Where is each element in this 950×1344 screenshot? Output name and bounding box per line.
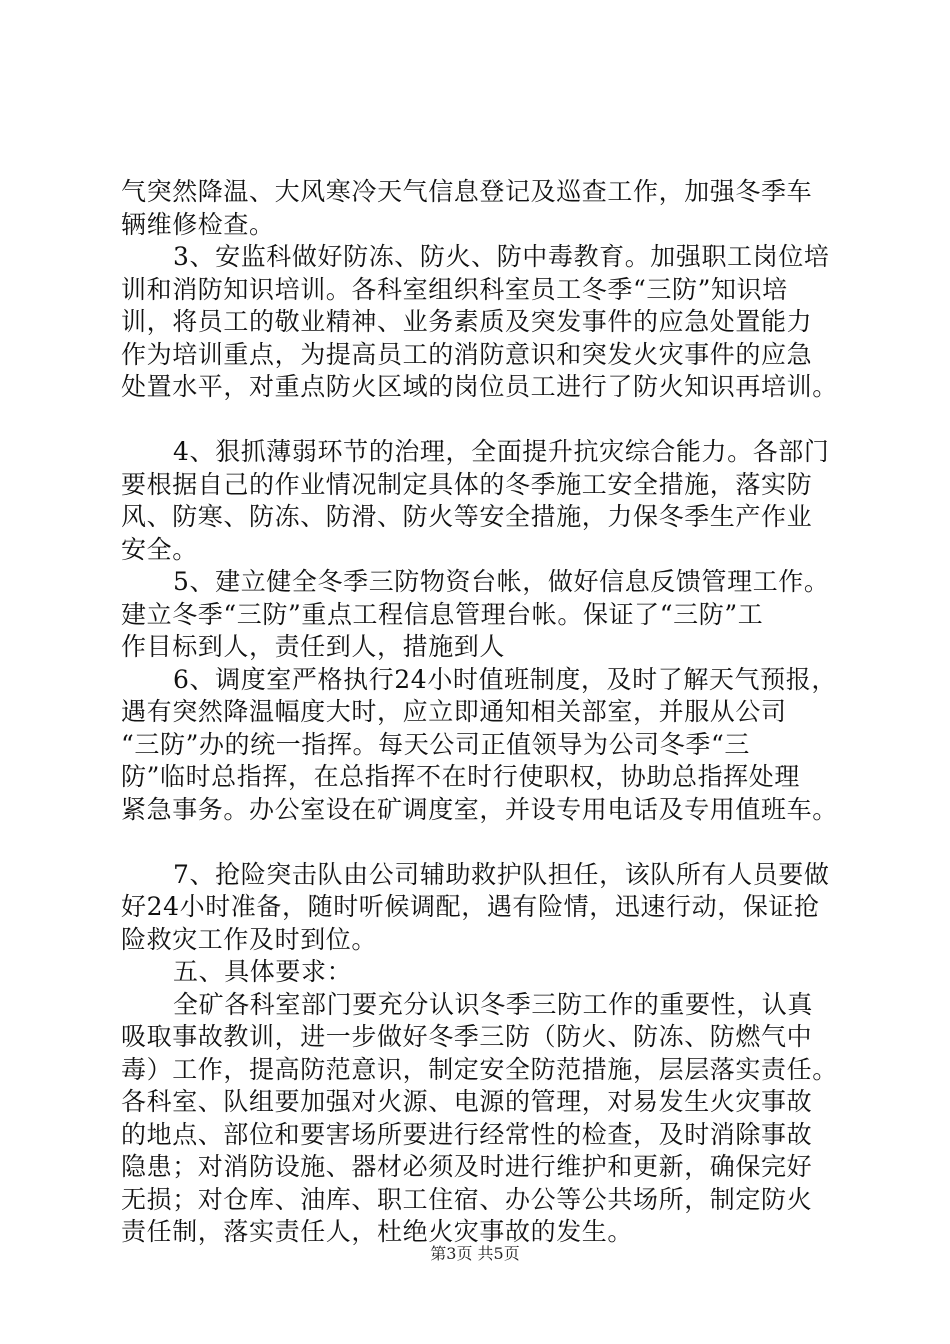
text-line: 要根据自己的作业情况制定具体的冬季施工安全措施，落实防 [121, 469, 813, 499]
text-line: 隐患；对消防设施、器材必须及时进行维护和更新，确保完好 [121, 1152, 813, 1181]
text-line: 建立冬季“三防”重点工程信息管理台帐。保证了“三防”工 [121, 599, 764, 629]
text-line: 险救灾工作及时到位。 [121, 924, 378, 954]
text-line: 无损；对仓库、油库、职工住宿、办公等公共场所，制定防火 [121, 1184, 813, 1214]
paragraph-3-start: 3、安监科做好防冻、防火、防中毒教育。加强职工岗位培 [173, 242, 830, 271]
text-line: 训和消防知识培训。各科室组织科室员工冬季“三防”知识培 [121, 274, 788, 304]
paragraph-5-start: 5、建立健全冬季三防物资台帐，做好信息反馈管理工作。 [173, 567, 830, 596]
paragraph-7-start: 7、抢险突击队由公司辅助救护队担任，该队所有人员要做 [173, 859, 830, 889]
text-line: 作为培训重点，为提高员工的消防意识和突发火灾事件的应急 [121, 339, 813, 369]
text-line: 紧急事务。办公室设在矿调度室，并设专用电话及专用值班车。 [121, 794, 838, 824]
text-line: 的地点、部位和要害场所要进行经常性的检查，及时消除事故 [121, 1119, 813, 1149]
page-number-footer: 第3页 共5页 [430, 1244, 520, 1263]
text-line: 风、防寒、防冻、防滑、防火等安全措施，力保冬季生产作业 [121, 502, 813, 531]
text-line: 作目标到人，责任到人，措施到人 [121, 632, 506, 661]
text-line: 吸取事故教训，进一步做好冬季三防（防火、防冻、防燃气中 [121, 1022, 813, 1051]
document-body [121, 176, 841, 1249]
text-line: 遇有突然降温幅度大时，应立即通知相关部室，并服从公司 [121, 697, 787, 726]
text-line: 毒）工作，提高防范意识，制定安全防范措施，层层落实责任。 [121, 1054, 838, 1084]
text-line: 辆维修检查。 [121, 209, 275, 239]
paragraph-requirements-start: 全矿各科室部门要充分认识冬季三防工作的重要性，认真 [173, 989, 814, 1019]
text-line: 处置水平，对重点防火区域的岗位员工进行了防火知识再培训。 [121, 372, 838, 401]
text-line: 气突然降温、大风寒冷天气信息登记及巡查工作，加强冬季车 [121, 177, 813, 206]
section-heading-requirements: 五、具体要求： [173, 957, 353, 986]
text-line: 责任制，落实责任人，杜绝火灾事故的发生。 [121, 1217, 634, 1246]
text-line: 训，将员工的敬业精神、业务素质及突发事件的应急处置能力 [121, 307, 813, 336]
paragraph-4-start: 4、狠抓薄弱环节的治理，全面提升抗灾综合能力。各部门 [173, 437, 830, 466]
text-line: 各科室、队组要加强对火源、电源的管理，对易发生火灾事故 [121, 1087, 813, 1116]
text-line: 好24小时准备，随时听候调配，遇有险情，迅速行动，保证抢 [121, 892, 820, 921]
text-line: “三防”办的统一指挥。每天公司正值领导为公司冬季“三 [121, 729, 750, 759]
paragraph-gap [121, 826, 841, 859]
paragraph-gap [121, 404, 841, 437]
text-line: 防”临时总指挥，在总指挥不在时行使职权，协助总指挥处理 [121, 762, 800, 791]
paragraph-6-start: 6、调度室严格执行24小时值班制度，及时了解天气预报， [173, 664, 837, 694]
text-line: 安全。 [121, 534, 198, 564]
